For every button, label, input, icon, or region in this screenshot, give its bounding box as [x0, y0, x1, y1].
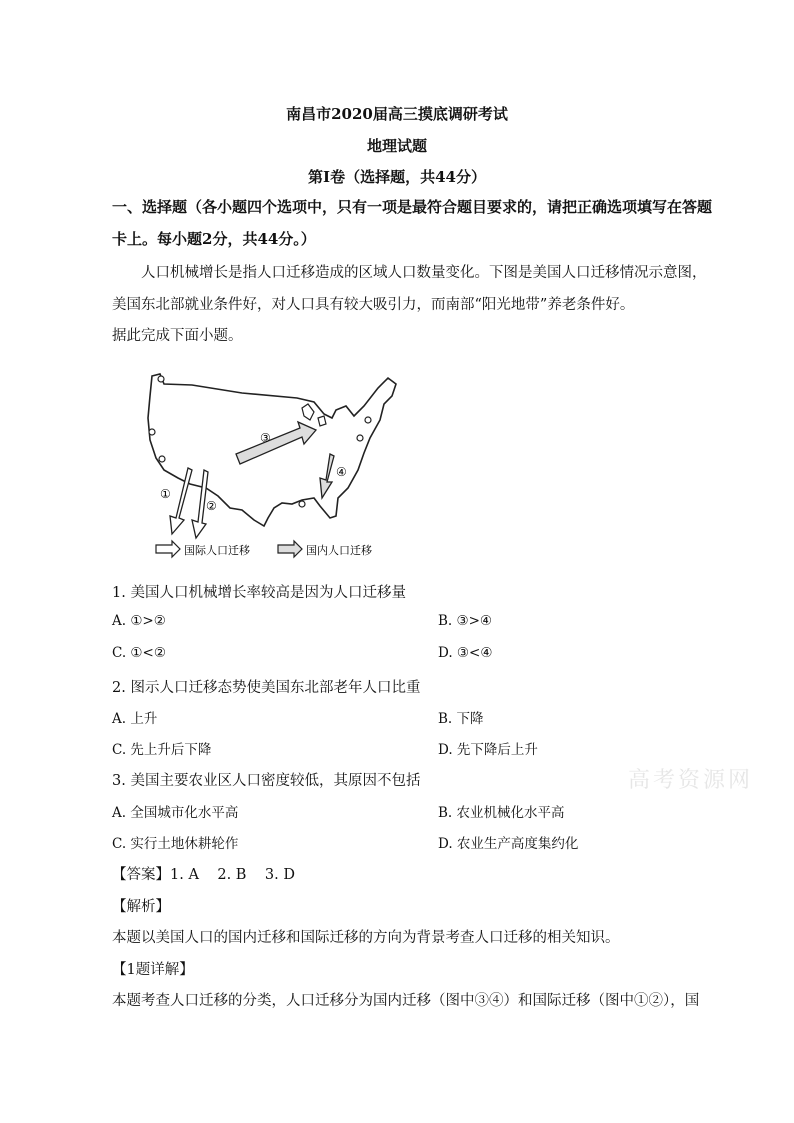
us-migration-map-svg	[132, 358, 432, 568]
legend-domestic-label: 国内人口迁移	[306, 544, 372, 557]
arrow-1	[170, 468, 192, 534]
question-2-stem: 2. 图示人口迁移态势使美国东北部老年人口比重	[112, 680, 421, 696]
city-marker	[365, 417, 371, 423]
city-marker	[158, 376, 164, 382]
question-1-option-c: C. ①<②	[112, 645, 166, 661]
arrow-3	[236, 422, 316, 464]
question-3-option-d: D. 农业生产高度集约化	[438, 836, 579, 852]
question-1-option-d: D. ③<④	[438, 645, 493, 661]
arrow-label-4: ④	[336, 465, 347, 479]
arrow-label-1: ①	[160, 487, 171, 501]
question-2-option-c: C. 先上升后下降	[112, 742, 212, 758]
intro-line3: 据此完成下面小题。	[112, 328, 243, 344]
legend-international-arrow	[156, 541, 180, 557]
answer-line: 【答案】1. A 2. B 3. D	[112, 867, 295, 883]
question-3-stem: 3. 美国主要农业区人口密度较低，其原因不包括	[112, 773, 421, 789]
intro-line1: 人口机械增长是指人口迁移造成的区域人口数量变化。下图是美国人口迁移情况示意图，	[141, 265, 707, 281]
watermark: 高考资源网	[628, 768, 754, 793]
exam-title: 南昌市2020届高三摸底调研考试	[286, 105, 508, 123]
volume-title: 第Ⅰ卷（选择题，共44分）	[308, 168, 486, 186]
analysis-text: 本题以美国人口的国内迁移和国际迁移的方向为背景考查人口迁移的相关知识。	[112, 930, 620, 946]
question-2-option-d: D. 先下降后上升	[438, 742, 538, 758]
city-marker	[159, 456, 165, 462]
question-1-option-b: B. ③>④	[438, 613, 493, 629]
city-marker	[357, 435, 363, 441]
section-heading-line1: 一、选择题（各小题四个选项中，只有一项是最符合题目要求的，请把正确选项填写在答题	[112, 198, 713, 216]
city-marker	[299, 501, 305, 507]
subject-title: 地理试题	[366, 137, 427, 155]
arrow-4	[320, 454, 334, 498]
detail-heading: 【1题详解】	[112, 962, 194, 978]
us-migration-map	[132, 358, 432, 568]
question-3-option-b: B. 农业机械化水平高	[438, 805, 565, 821]
question-2-option-b: B. 下降	[438, 711, 484, 727]
analysis-heading: 【解析】	[112, 899, 170, 915]
question-1-option-a: A. ①>②	[112, 613, 166, 629]
legend-international-label: 国际人口迁移	[184, 544, 250, 557]
question-2-option-a: A. 上升	[112, 711, 158, 727]
arrow-label-3: ③	[260, 431, 271, 445]
question-3-option-a: A. 全国城市化水平高	[112, 805, 239, 821]
detail-text: 本题考查人口迁移的分类，人口迁移分为国内迁移（图中③④）和国际迁移（图中①②），国	[112, 993, 700, 1009]
question-1-stem: 1. 美国人口机械增长率较高是因为人口迁移量	[112, 585, 406, 601]
intro-line2: 美国东北部就业条件好，对人口具有较大吸引力，而南部“阳光地带”养老条件好。	[112, 297, 635, 313]
legend-domestic-arrow	[278, 541, 302, 557]
section-heading-line2: 卡上。每小题2分，共44分。）	[112, 230, 316, 248]
arrow-label-2: ②	[206, 499, 217, 513]
question-3-option-c: C. 实行土地休耕轮作	[112, 836, 239, 852]
city-marker	[149, 429, 155, 435]
great-lakes	[302, 404, 326, 426]
